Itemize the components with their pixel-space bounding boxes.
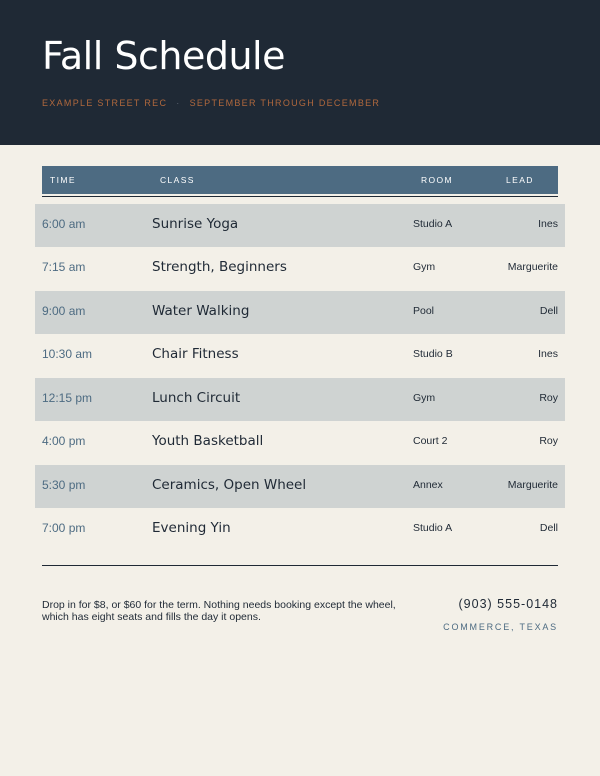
row-room: Court 2 <box>413 435 448 447</box>
schedule-column-header <box>42 166 558 194</box>
row-lead: Ines <box>538 218 558 230</box>
location-label: COMMERCE, TEXAS <box>443 622 558 632</box>
table-row <box>35 378 565 421</box>
row-time: 7:15 am <box>42 260 86 274</box>
row-lead: Roy <box>539 392 558 404</box>
row-room: Gym <box>413 392 436 404</box>
row-room: Annex <box>413 479 443 491</box>
row-class: Strength, Beginners <box>152 259 287 275</box>
column-header-class: CLASS <box>160 175 195 185</box>
table-row <box>35 204 565 247</box>
header-divider <box>42 196 558 197</box>
row-time: 12:15 pm <box>42 391 93 405</box>
page-title: Fall Schedule <box>42 34 285 78</box>
row-time: 10:30 am <box>42 347 93 361</box>
table-row <box>35 334 565 377</box>
row-room: Studio B <box>413 348 453 360</box>
row-class: Lunch Circuit <box>152 390 241 406</box>
page-subtitle <box>42 98 380 108</box>
table-row <box>35 421 565 464</box>
page-header <box>0 0 600 145</box>
subtitle-date-range: SEPTEMBER THROUGH DECEMBER <box>189 98 381 108</box>
table-row <box>35 465 565 508</box>
row-time: 6:00 am <box>42 217 86 231</box>
column-header-room: ROOM <box>421 175 454 185</box>
table-row <box>35 508 565 551</box>
row-class: Youth Basketball <box>152 433 264 449</box>
column-header-lead: LEAD <box>506 175 534 185</box>
subtitle-organization: EXAMPLE STREET REC <box>42 98 168 108</box>
table-row <box>35 291 565 334</box>
row-time: 5:30 pm <box>42 478 86 492</box>
row-class: Chair Fitness <box>152 346 239 362</box>
row-time: 4:00 pm <box>42 434 86 448</box>
subtitle-separator: · <box>176 98 181 108</box>
row-room: Gym <box>413 261 436 273</box>
footer-divider <box>42 565 558 566</box>
row-time: 7:00 pm <box>42 521 86 535</box>
pricing-note: Drop in for $8, or $60 for the term. Nothing needs booking except the wheel, which has eight seats and fills the day it opens. <box>42 599 396 623</box>
row-class: Sunrise Yoga <box>152 216 239 232</box>
table-row <box>35 247 565 290</box>
row-lead: Dell <box>539 522 558 534</box>
row-room: Studio A <box>413 522 453 534</box>
row-lead: Marguerite <box>507 261 558 273</box>
row-lead: Dell <box>539 305 558 317</box>
row-time: 9:00 am <box>42 304 86 318</box>
row-class: Water Walking <box>152 303 250 319</box>
contact-phone: (903) 555-0148 <box>458 597 558 611</box>
row-lead: Marguerite <box>507 479 558 491</box>
row-class: Evening Yin <box>152 520 231 536</box>
row-lead: Roy <box>539 435 558 447</box>
column-header-time: TIME <box>50 175 76 185</box>
row-room: Pool <box>413 305 435 317</box>
row-class: Ceramics, Open Wheel <box>152 477 307 493</box>
row-room: Studio A <box>413 218 453 230</box>
row-lead: Ines <box>538 348 558 360</box>
